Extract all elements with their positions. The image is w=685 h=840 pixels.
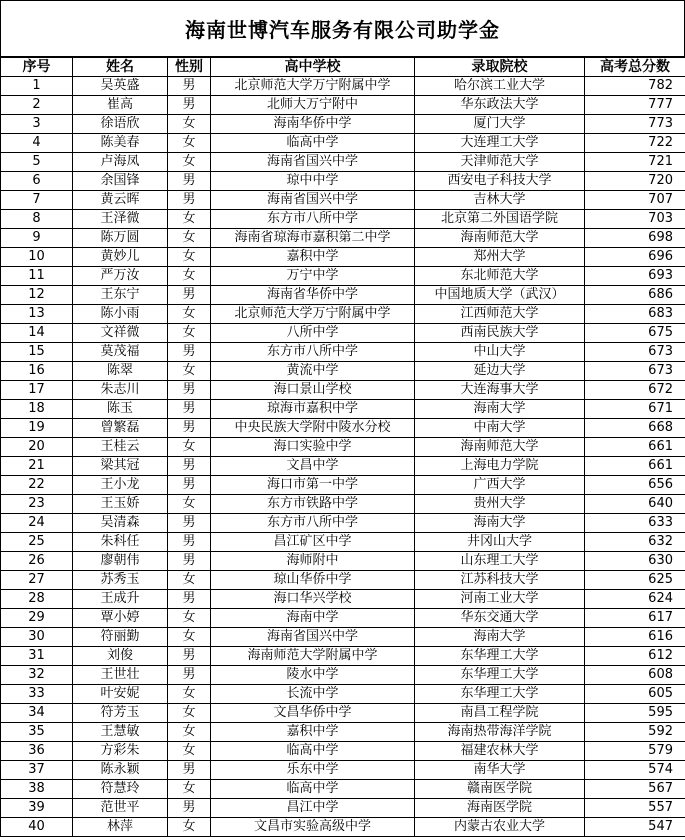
cell-university: 赣南医学院 (415, 780, 585, 799)
cell-score: 683 (585, 305, 685, 324)
cell-gender: 女 (168, 818, 211, 837)
cell-index: 40 (1, 818, 73, 837)
cell-gender: 女 (168, 742, 211, 761)
table-row (1, 514, 685, 533)
cell-name: 苏秀玉 (73, 571, 168, 590)
cell-high-school: 昌江矿区中学 (211, 533, 415, 552)
cell-high-school: 北师大万宁附中 (211, 96, 415, 115)
cell-high-school: 临高中学 (211, 780, 415, 799)
cell-university: 内蒙古农业大学 (415, 818, 585, 837)
cell-name: 王东宁 (73, 286, 168, 305)
cell-gender: 男 (168, 590, 211, 609)
cell-index: 11 (1, 267, 73, 286)
cell-university: 上海电力学院 (415, 457, 585, 476)
table-row (1, 153, 685, 172)
cell-university: 海南热带海洋学院 (415, 723, 585, 742)
table-row (1, 761, 685, 780)
cell-score: 668 (585, 419, 685, 438)
cell-index: 6 (1, 172, 73, 191)
cell-index: 37 (1, 761, 73, 780)
cell-score: 617 (585, 609, 685, 628)
cell-gender: 男 (168, 286, 211, 305)
table-row (1, 590, 685, 609)
cell-gender: 女 (168, 134, 211, 153)
cell-name: 王玉娇 (73, 495, 168, 514)
cell-gender: 女 (168, 609, 211, 628)
cell-university: 吉林大学 (415, 191, 585, 210)
cell-high-school: 琼山华侨中学 (211, 571, 415, 590)
table-row (1, 742, 685, 761)
cell-score: 720 (585, 172, 685, 191)
cell-high-school: 琼海市嘉积中学 (211, 400, 415, 419)
col-header-index: 序号 (1, 58, 73, 77)
cell-gender: 女 (168, 229, 211, 248)
cell-university: 厦门大学 (415, 115, 585, 134)
table-row (1, 286, 685, 305)
cell-score: 722 (585, 134, 685, 153)
table-row (1, 799, 685, 818)
table-row (1, 77, 685, 96)
cell-high-school: 中央民族大学附中陵水分校 (211, 419, 415, 438)
table-row (1, 324, 685, 343)
cell-high-school: 昌江中学 (211, 799, 415, 818)
table-row (1, 723, 685, 742)
cell-score: 782 (585, 77, 685, 96)
table-row (1, 419, 685, 438)
cell-university: 哈尔滨工业大学 (415, 77, 585, 96)
col-header-name: 姓名 (73, 58, 168, 77)
cell-index: 34 (1, 704, 73, 723)
cell-index: 5 (1, 153, 73, 172)
cell-score: 721 (585, 153, 685, 172)
cell-high-school: 嘉积中学 (211, 723, 415, 742)
cell-score: 686 (585, 286, 685, 305)
cell-university: 华东交通大学 (415, 609, 585, 628)
cell-score: 624 (585, 590, 685, 609)
cell-score: 640 (585, 495, 685, 514)
table-row (1, 704, 685, 723)
cell-gender: 女 (168, 324, 211, 343)
cell-name: 王成升 (73, 590, 168, 609)
cell-index: 12 (1, 286, 73, 305)
table-row (1, 647, 685, 666)
cell-score: 595 (585, 704, 685, 723)
cell-university: 海南师范大学 (415, 438, 585, 457)
table-row (1, 780, 685, 799)
cell-gender: 女 (168, 685, 211, 704)
cell-gender: 女 (168, 267, 211, 286)
cell-high-school: 海南省国兴中学 (211, 153, 415, 172)
cell-name: 刘俊 (73, 647, 168, 666)
cell-score: 625 (585, 571, 685, 590)
cell-university: 南昌工程学院 (415, 704, 585, 723)
cell-university: 山东理工大学 (415, 552, 585, 571)
cell-score: 633 (585, 514, 685, 533)
cell-score: 661 (585, 457, 685, 476)
cell-high-school: 海南省国兴中学 (211, 191, 415, 210)
cell-high-school: 北京师范大学万宁附属中学 (211, 305, 415, 324)
cell-name: 覃小婷 (73, 609, 168, 628)
cell-gender: 男 (168, 761, 211, 780)
cell-gender: 女 (168, 704, 211, 723)
cell-university: 东华理工大学 (415, 685, 585, 704)
cell-name: 廖朝伟 (73, 552, 168, 571)
cell-index: 19 (1, 419, 73, 438)
cell-university: 中山大学 (415, 343, 585, 362)
cell-gender: 女 (168, 153, 211, 172)
cell-name: 陈美春 (73, 134, 168, 153)
cell-university: 东北师范大学 (415, 267, 585, 286)
cell-index: 23 (1, 495, 73, 514)
cell-score: 630 (585, 552, 685, 571)
cell-gender: 女 (168, 495, 211, 514)
cell-gender: 男 (168, 381, 211, 400)
cell-high-school: 琼中中学 (211, 172, 415, 191)
cell-index: 27 (1, 571, 73, 590)
cell-university: 西安电子科技大学 (415, 172, 585, 191)
cell-high-school: 海南省琼海市嘉积第二中学 (211, 229, 415, 248)
cell-index: 14 (1, 324, 73, 343)
cell-university: 江苏科技大学 (415, 571, 585, 590)
cell-gender: 男 (168, 77, 211, 96)
table-row (1, 571, 685, 590)
col-header-gender: 性别 (168, 58, 211, 77)
cell-name: 王慧敏 (73, 723, 168, 742)
cell-name: 朱科任 (73, 533, 168, 552)
cell-university: 海南大学 (415, 400, 585, 419)
cell-university: 河南工业大学 (415, 590, 585, 609)
cell-high-school: 海师附中 (211, 552, 415, 571)
cell-high-school: 八所中学 (211, 324, 415, 343)
cell-high-school: 陵水中学 (211, 666, 415, 685)
table-row (1, 457, 685, 476)
cell-score: 673 (585, 343, 685, 362)
cell-name: 崔高 (73, 96, 168, 115)
cell-high-school: 东方市铁路中学 (211, 495, 415, 514)
cell-score: 567 (585, 780, 685, 799)
cell-university: 贵州大学 (415, 495, 585, 514)
cell-university: 大连海事大学 (415, 381, 585, 400)
cell-index: 35 (1, 723, 73, 742)
cell-index: 26 (1, 552, 73, 571)
cell-score: 632 (585, 533, 685, 552)
cell-high-school: 文昌中学 (211, 457, 415, 476)
cell-gender: 男 (168, 647, 211, 666)
cell-university: 广西大学 (415, 476, 585, 495)
cell-index: 13 (1, 305, 73, 324)
cell-university: 井冈山大学 (415, 533, 585, 552)
table-row (1, 381, 685, 400)
cell-index: 25 (1, 533, 73, 552)
cell-name: 陈永颖 (73, 761, 168, 780)
scholarship-table (0, 57, 685, 837)
cell-score: 707 (585, 191, 685, 210)
cell-name: 朱志川 (73, 381, 168, 400)
cell-index: 18 (1, 400, 73, 419)
table-row (1, 229, 685, 248)
cell-name: 范世平 (73, 799, 168, 818)
cell-index: 3 (1, 115, 73, 134)
cell-score: 777 (585, 96, 685, 115)
cell-index: 20 (1, 438, 73, 457)
cell-index: 22 (1, 476, 73, 495)
cell-score: 693 (585, 267, 685, 286)
table-row (1, 305, 685, 324)
table-row (1, 267, 685, 286)
cell-gender: 女 (168, 248, 211, 267)
cell-name: 林萍 (73, 818, 168, 837)
cell-gender: 女 (168, 210, 211, 229)
cell-university: 华东政法大学 (415, 96, 585, 115)
table-row (1, 400, 685, 419)
cell-name: 严万汝 (73, 267, 168, 286)
cell-score: 673 (585, 362, 685, 381)
cell-index: 1 (1, 77, 73, 96)
cell-name: 文祥微 (73, 324, 168, 343)
cell-high-school: 海南省国兴中学 (211, 628, 415, 647)
cell-name: 叶安妮 (73, 685, 168, 704)
cell-score: 656 (585, 476, 685, 495)
cell-name: 陈玉 (73, 400, 168, 419)
table-row (1, 476, 685, 495)
cell-score: 672 (585, 381, 685, 400)
cell-name: 梁其冠 (73, 457, 168, 476)
cell-high-school: 海南中学 (211, 609, 415, 628)
cell-university: 西南民族大学 (415, 324, 585, 343)
cell-index: 2 (1, 96, 73, 115)
cell-index: 36 (1, 742, 73, 761)
cell-university: 天津师范大学 (415, 153, 585, 172)
cell-university: 中南大学 (415, 419, 585, 438)
cell-index: 15 (1, 343, 73, 362)
cell-score: 557 (585, 799, 685, 818)
cell-gender: 女 (168, 362, 211, 381)
cell-score: 592 (585, 723, 685, 742)
table-row (1, 115, 685, 134)
table-row (1, 134, 685, 153)
cell-index: 21 (1, 457, 73, 476)
table-row (1, 495, 685, 514)
cell-high-school: 东方市八所中学 (211, 514, 415, 533)
cell-high-school: 文昌华侨中学 (211, 704, 415, 723)
cell-index: 30 (1, 628, 73, 647)
cell-gender: 男 (168, 799, 211, 818)
cell-university: 南华大学 (415, 761, 585, 780)
title-bar (0, 0, 685, 57)
table-row (1, 666, 685, 685)
cell-name: 符芳玉 (73, 704, 168, 723)
cell-name: 曾繁磊 (73, 419, 168, 438)
cell-index: 28 (1, 590, 73, 609)
cell-index: 8 (1, 210, 73, 229)
table-row (1, 818, 685, 837)
cell-high-school: 海南师范大学附属中学 (211, 647, 415, 666)
cell-high-school: 北京师范大学万宁附属中学 (211, 77, 415, 96)
cell-gender: 女 (168, 723, 211, 742)
header-row (1, 58, 685, 77)
cell-score: 612 (585, 647, 685, 666)
cell-index: 39 (1, 799, 73, 818)
cell-university: 海南医学院 (415, 799, 585, 818)
cell-high-school: 黄流中学 (211, 362, 415, 381)
cell-university: 江西师范大学 (415, 305, 585, 324)
cell-name: 黄云晖 (73, 191, 168, 210)
cell-high-school: 海南华侨中学 (211, 115, 415, 134)
cell-name: 卢海凤 (73, 153, 168, 172)
cell-index: 10 (1, 248, 73, 267)
cell-index: 38 (1, 780, 73, 799)
table-row (1, 609, 685, 628)
cell-score: 773 (585, 115, 685, 134)
cell-university: 东华理工大学 (415, 647, 585, 666)
cell-university: 中国地质大学（武汉） (415, 286, 585, 305)
cell-high-school: 临高中学 (211, 742, 415, 761)
cell-name: 陈万圆 (73, 229, 168, 248)
table-row (1, 438, 685, 457)
cell-name: 陈翠 (73, 362, 168, 381)
cell-gender: 女 (168, 780, 211, 799)
cell-name: 陈小雨 (73, 305, 168, 324)
cell-name: 余国锋 (73, 172, 168, 191)
cell-high-school: 东方市八所中学 (211, 343, 415, 362)
cell-score: 616 (585, 628, 685, 647)
cell-gender: 男 (168, 552, 211, 571)
cell-high-school: 海口实验中学 (211, 438, 415, 457)
page-title: 海南世博汽车服务有限公司助学金 (185, 18, 500, 42)
table-row (1, 248, 685, 267)
cell-index: 31 (1, 647, 73, 666)
cell-index: 9 (1, 229, 73, 248)
cell-gender: 男 (168, 172, 211, 191)
cell-university: 东华理工大学 (415, 666, 585, 685)
cell-index: 33 (1, 685, 73, 704)
cell-gender: 男 (168, 666, 211, 685)
cell-high-school: 海口景山学校 (211, 381, 415, 400)
table-row (1, 685, 685, 704)
cell-high-school: 乐东中学 (211, 761, 415, 780)
cell-high-school: 海南省华侨中学 (211, 286, 415, 305)
cell-index: 17 (1, 381, 73, 400)
table-row (1, 628, 685, 647)
cell-high-school: 海口华兴学校 (211, 590, 415, 609)
cell-gender: 男 (168, 400, 211, 419)
table-row (1, 552, 685, 571)
cell-index: 4 (1, 134, 73, 153)
cell-score: 605 (585, 685, 685, 704)
cell-gender: 女 (168, 438, 211, 457)
col-header-score: 高考总分数 (585, 58, 685, 77)
cell-high-school: 万宁中学 (211, 267, 415, 286)
cell-index: 29 (1, 609, 73, 628)
cell-name: 符丽勤 (73, 628, 168, 647)
cell-high-school: 临高中学 (211, 134, 415, 153)
cell-university: 北京第二外国语学院 (415, 210, 585, 229)
cell-university: 郑州大学 (415, 248, 585, 267)
cell-gender: 女 (168, 628, 211, 647)
cell-name: 黄妙儿 (73, 248, 168, 267)
cell-name: 王泽微 (73, 210, 168, 229)
cell-high-school: 海口市第一中学 (211, 476, 415, 495)
cell-name: 王小龙 (73, 476, 168, 495)
cell-score: 574 (585, 761, 685, 780)
cell-index: 32 (1, 666, 73, 685)
cell-score: 547 (585, 818, 685, 837)
cell-name: 徐语欣 (73, 115, 168, 134)
cell-name: 吴英盛 (73, 77, 168, 96)
cell-name: 莫茂福 (73, 343, 168, 362)
table-row (1, 343, 685, 362)
cell-name: 吴清森 (73, 514, 168, 533)
cell-university: 海南大学 (415, 514, 585, 533)
cell-name: 符慧玲 (73, 780, 168, 799)
cell-high-school: 东方市八所中学 (211, 210, 415, 229)
cell-gender: 男 (168, 343, 211, 362)
cell-score: 675 (585, 324, 685, 343)
cell-gender: 男 (168, 514, 211, 533)
cell-university: 福建农林大学 (415, 742, 585, 761)
cell-score: 696 (585, 248, 685, 267)
cell-gender: 男 (168, 533, 211, 552)
cell-gender: 男 (168, 191, 211, 210)
cell-high-school: 文昌市实验高级中学 (211, 818, 415, 837)
cell-name: 王桂云 (73, 438, 168, 457)
cell-gender: 男 (168, 476, 211, 495)
table-row (1, 362, 685, 381)
cell-gender: 男 (168, 457, 211, 476)
cell-score: 671 (585, 400, 685, 419)
cell-university: 大连理工大学 (415, 134, 585, 153)
col-header-university: 录取院校 (415, 58, 585, 77)
col-header-high-school: 高中学校 (211, 58, 415, 77)
table-row (1, 191, 685, 210)
table-row (1, 210, 685, 229)
cell-university: 延边大学 (415, 362, 585, 381)
cell-high-school: 长流中学 (211, 685, 415, 704)
cell-university: 海南大学 (415, 628, 585, 647)
cell-index: 24 (1, 514, 73, 533)
cell-score: 608 (585, 666, 685, 685)
table-row (1, 533, 685, 552)
cell-gender: 男 (168, 419, 211, 438)
table-row (1, 96, 685, 115)
cell-index: 7 (1, 191, 73, 210)
cell-score: 661 (585, 438, 685, 457)
cell-high-school: 嘉积中学 (211, 248, 415, 267)
cell-name: 王世壮 (73, 666, 168, 685)
cell-name: 方彩朱 (73, 742, 168, 761)
cell-score: 698 (585, 229, 685, 248)
cell-score: 703 (585, 210, 685, 229)
cell-gender: 女 (168, 305, 211, 324)
cell-gender: 女 (168, 571, 211, 590)
table-row (1, 172, 685, 191)
cell-index: 16 (1, 362, 73, 381)
cell-gender: 女 (168, 115, 211, 134)
cell-score: 579 (585, 742, 685, 761)
cell-university: 海南师范大学 (415, 229, 585, 248)
cell-gender: 男 (168, 96, 211, 115)
